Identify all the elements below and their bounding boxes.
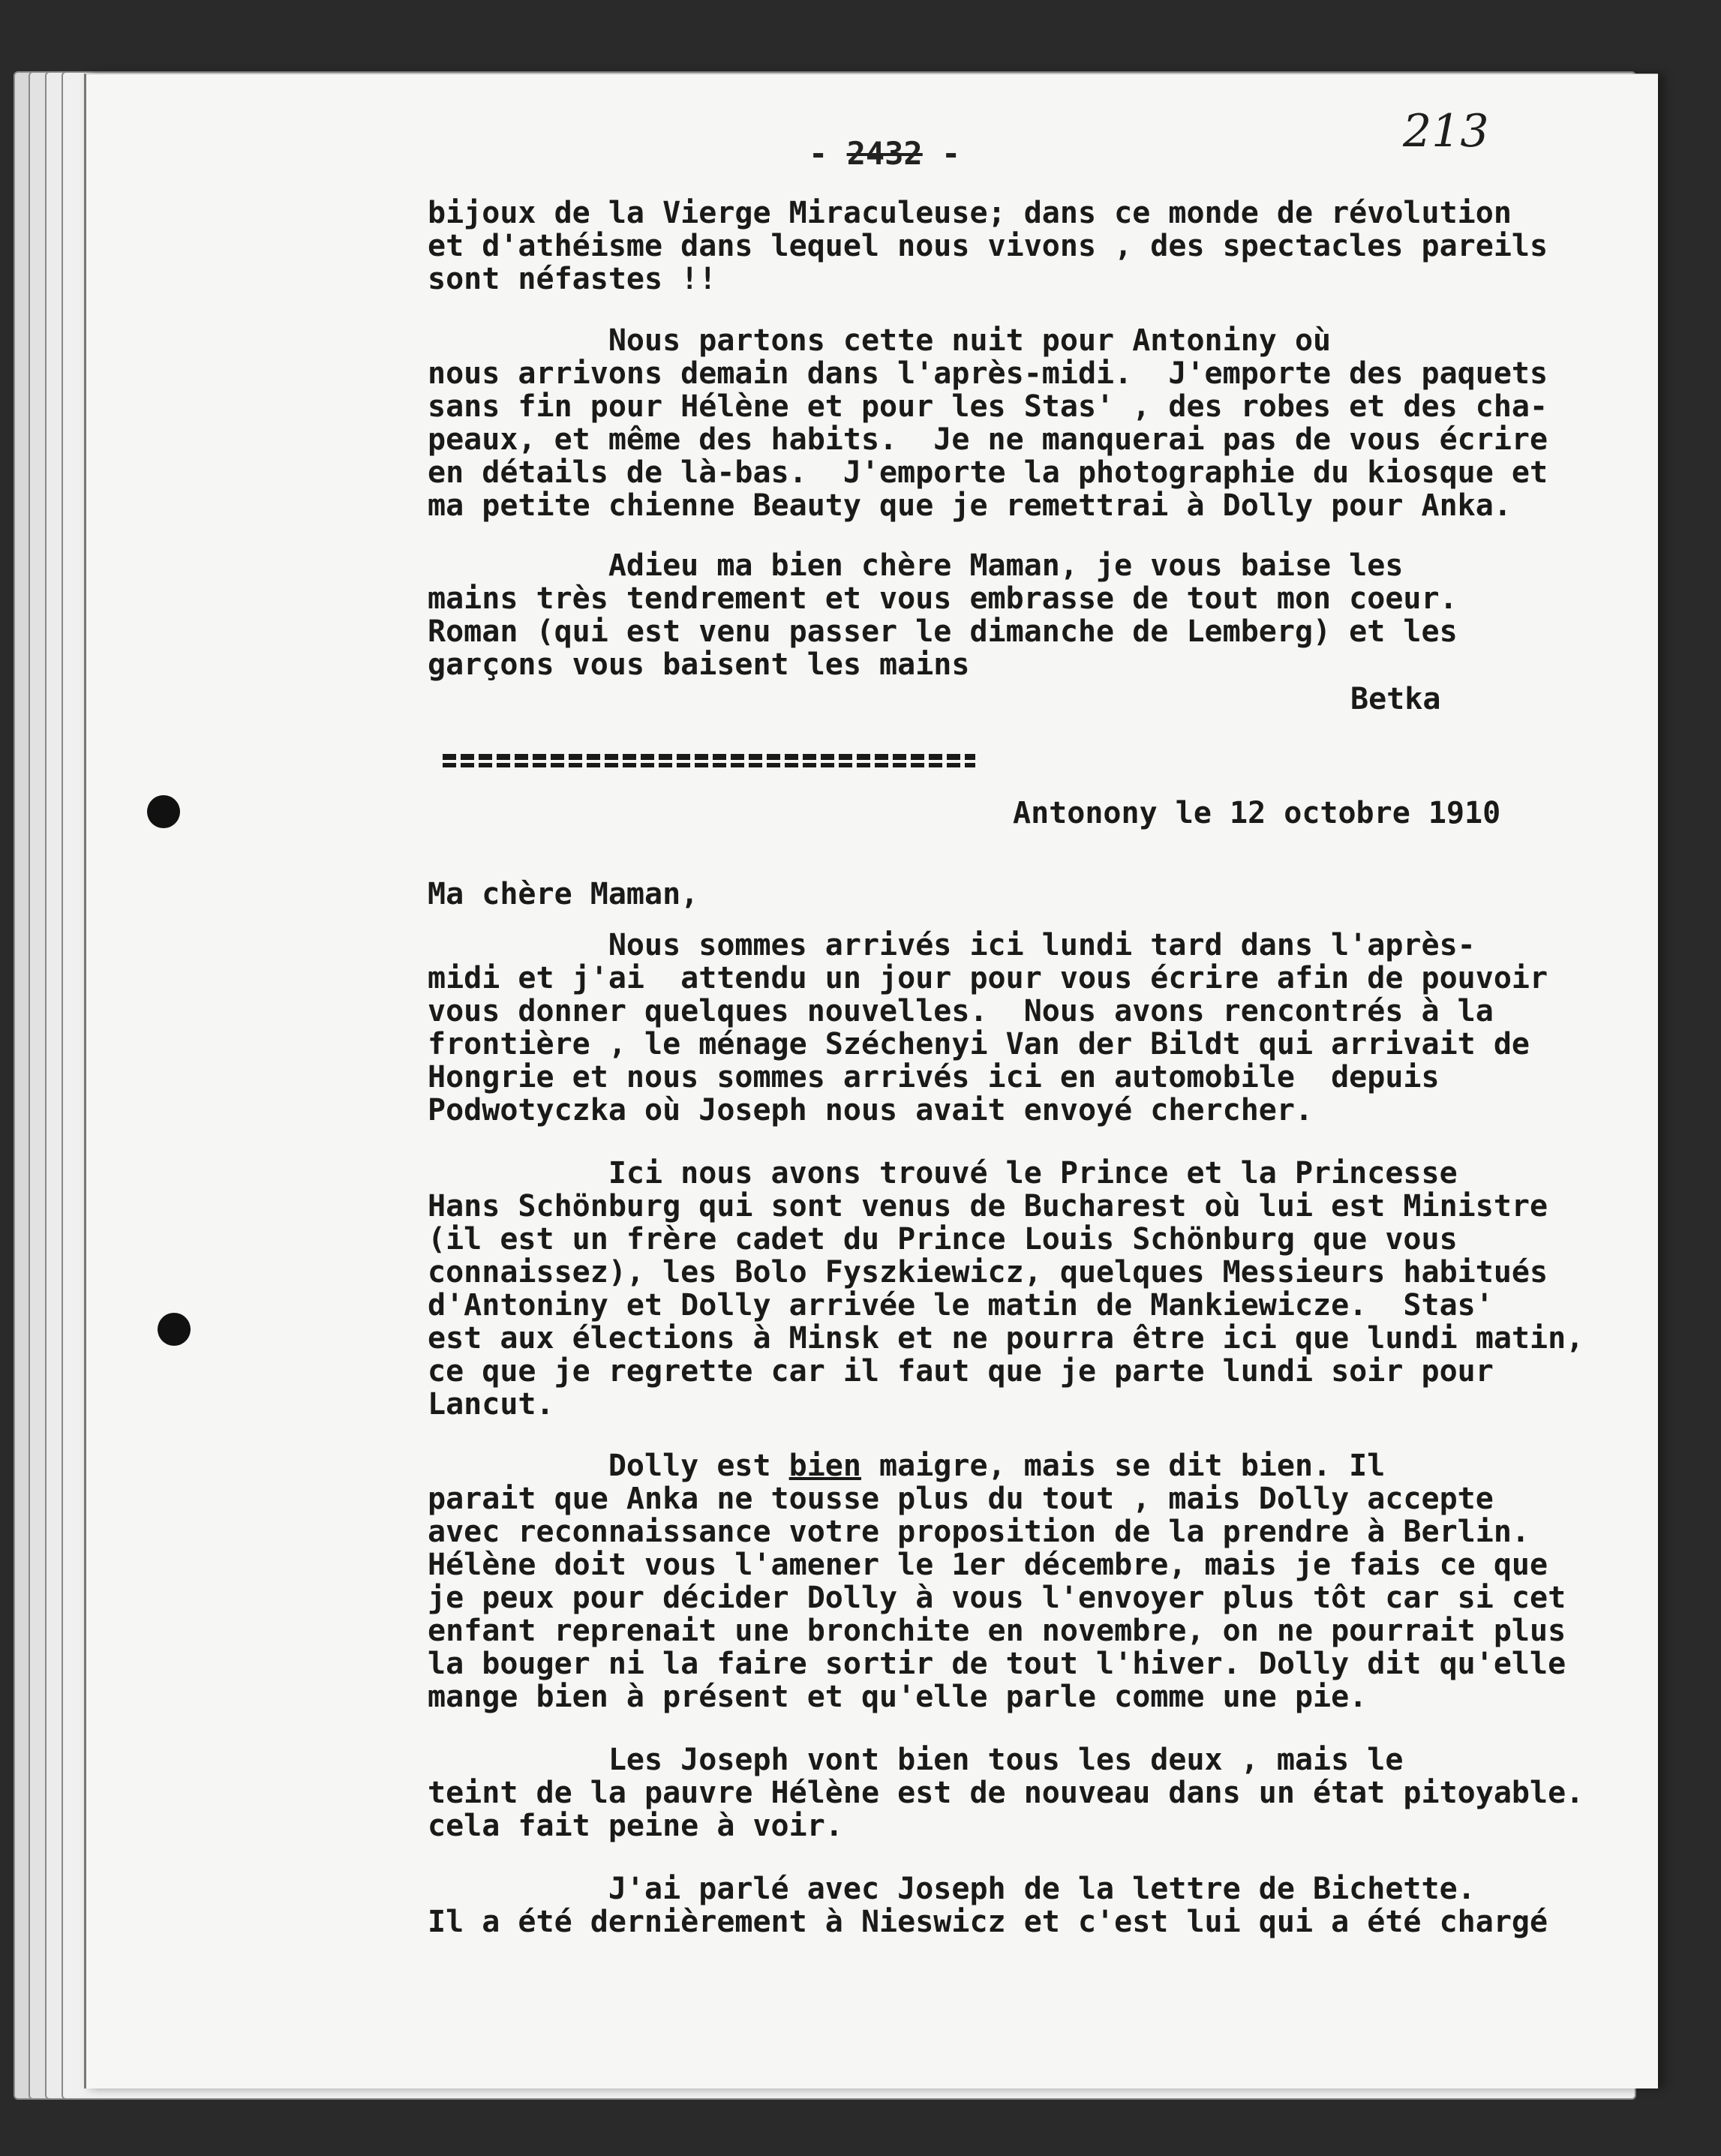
text-line: sans fin pour Hélène et pour les Stas' , des robes et des cha-	[428, 389, 1548, 424]
text-line: bijoux de la Vierge Miraculeuse; dans ce monde de révolution	[428, 196, 1512, 230]
text-line: parait que Anka ne tousse plus du tout , mais Dolly accepte	[428, 1482, 1494, 1516]
text-line: sont néfastes !!	[428, 262, 717, 296]
text-line: avec reconnaissance votre proposition de la prendre à Berlin.	[428, 1515, 1530, 1549]
separator-rule	[443, 763, 975, 767]
punch-hole	[147, 795, 180, 828]
typed-page-number: - 2432 -	[809, 135, 961, 172]
text-line: ce que je regrette car il faut que je parte lundi soir pour	[428, 1354, 1494, 1389]
text-line: Roman (qui est venu passer le dimanche de Lemberg) et les	[428, 614, 1458, 649]
text-line: peaux, et même des habits. Je ne manquerai pas de vous écrire	[428, 422, 1548, 457]
text-line: Adieu ma bien chère Maman, je vous baise les	[428, 548, 1404, 583]
signature: Betka	[1350, 682, 1441, 716]
text-line: Hélène doit vous l'amener le 1er décembre, mais je fais ce que	[428, 1548, 1548, 1582]
text-line: mains très tendrement et vous embrasse de tout mon coeur.	[428, 581, 1458, 616]
text-line: Nous sommes arrivés ici lundi tard dans l'après-	[428, 928, 1476, 962]
text-line: Dolly est bien maigre, mais se dit bien. Il	[428, 1449, 1386, 1483]
text-line: Hans Schönburg qui sont venus de Bucharest où lui est Ministre	[428, 1189, 1548, 1224]
separator-rule	[443, 754, 975, 760]
text-line: (il est un frère cadet du Prince Louis Schönburg que vous	[428, 1222, 1458, 1257]
text-line: en détails de là-bas. J'emporte la photographie du kiosque et	[428, 455, 1548, 490]
text-line: enfant reprenait une bronchite en novembre, on ne pourrait plus	[428, 1614, 1566, 1648]
text-line: Hongrie et nous sommes arrivés ici en automobile depuis	[428, 1060, 1440, 1095]
text-line: d'Antoniny et Dolly arrivée le matin de Mankiewicze. Stas'	[428, 1288, 1494, 1323]
text-line: nous arrivons demain dans l'après-midi. J'emporte des paquets	[428, 356, 1548, 391]
salutation: Ma chère Maman,	[428, 877, 699, 911]
text-line: frontière , le ménage Széchenyi Van der Bildt qui arrivait de	[428, 1027, 1530, 1061]
punch-hole	[158, 1313, 191, 1346]
text-line: Ici nous avons trouvé le Prince et la Princesse	[428, 1156, 1458, 1191]
text-line: mange bien à présent et qu'elle parle comme une pie.	[428, 1680, 1368, 1714]
text-line: J'ai parlé avec Joseph de la lettre de Bichette.	[428, 1872, 1476, 1906]
dateline: Antonony le 12 octobre 1910	[1013, 796, 1501, 830]
text-line: garçons vous baisent les mains	[428, 647, 970, 682]
text-line: Les Joseph vont bien tous les deux , mais le	[428, 1743, 1404, 1777]
text-line: Podwotyczka où Joseph nous avait envoyé chercher.	[428, 1093, 1314, 1128]
text-line: Il a été dernièrement à Nieswicz et c'est lui qui a été chargé	[428, 1905, 1548, 1939]
text-line: je peux pour décider Dolly à vous l'envoyer plus tôt car si cet	[428, 1581, 1566, 1615]
text-line: teint de la pauvre Hélène est de nouveau dans un état pitoyable.	[428, 1776, 1584, 1810]
text-line: Lancut.	[428, 1387, 554, 1422]
text-line: et d'athéisme dans lequel nous vivons , des spectacles pareils	[428, 229, 1548, 263]
text-line: est aux élections à Minsk et ne pourra être ici que lundi matin,	[428, 1321, 1584, 1356]
text-line: midi et j'ai attendu un jour pour vous écrire afin de pouvoir	[428, 961, 1548, 995]
text-line: ma petite chienne Beauty que je remettrai à Dolly pour Anka.	[428, 488, 1512, 523]
underlined-word: bien	[788, 1449, 861, 1483]
text-line: cela fait peine à voir.	[428, 1809, 843, 1843]
handwritten-page-number: 213	[1403, 105, 1489, 158]
text-line: vous donner quelques nouvelles. Nous avons rencontrés à la	[428, 994, 1494, 1028]
text-line: la bouger ni la faire sortir de tout l'hiver. Dolly dit qu'elle	[428, 1647, 1566, 1681]
text-line: connaissez), les Bolo Fyszkiewicz, quelques Messieurs habitués	[428, 1255, 1548, 1290]
text-line: Nous partons cette nuit pour Antoniny où	[428, 323, 1332, 358]
